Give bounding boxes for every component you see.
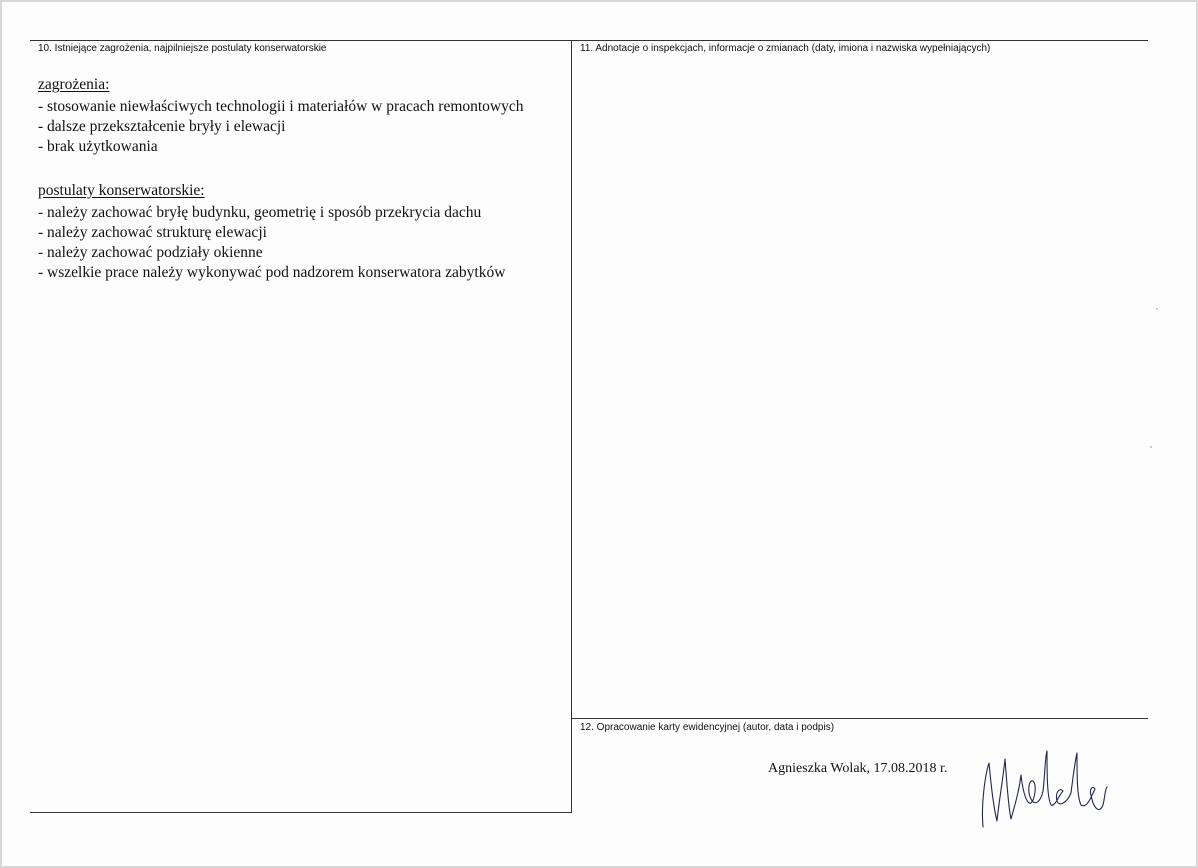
postulate-item: - należy zachować podziały okienne bbox=[38, 244, 263, 261]
threat-item: - dalsze przekształcenie bryły i elewacji bbox=[38, 118, 286, 135]
threat-item: - brak użytkowania bbox=[38, 138, 158, 155]
top-border-line bbox=[30, 40, 1148, 41]
scan-speck bbox=[1156, 308, 1158, 310]
scan-speck bbox=[1150, 446, 1152, 448]
postulates-label: postulaty konserwatorskie: bbox=[38, 182, 205, 199]
section12-heading: 12. Opracowanie karty ewidencyjnej (autor, data i podpis) bbox=[580, 722, 835, 733]
postulate-item: - należy zachować bryłę budynku, geometrię i sposób przekrycia dachu bbox=[38, 204, 482, 221]
postulate-item: - należy zachować strukturę elewacji bbox=[38, 224, 267, 241]
left-bottom-line bbox=[30, 812, 572, 813]
postulate-item: - wszelkie prace należy wykonywać pod nadzorem konserwatora zabytków bbox=[38, 264, 506, 281]
threat-item: - stosowanie niewłaściwych technologii i materiałów w pracach remontowych bbox=[38, 98, 524, 115]
threats-label: zagrożenia: bbox=[38, 76, 110, 93]
author-date: Agnieszka Wolak, 17.08.2018 r. bbox=[768, 761, 948, 776]
section10-heading: 10. Istniejące zagrożenia, najpilniejsze postulaty konserwatorskie bbox=[38, 43, 327, 54]
column-divider bbox=[571, 40, 572, 812]
handwritten-signature bbox=[975, 735, 1115, 835]
section10-content bbox=[38, 75, 563, 283]
section11-heading: 11. Adnotacje o inspekcjach, informacje o zmianach (daty, imiona i nazwiska wypełniających) bbox=[580, 43, 991, 54]
section12-top-line bbox=[571, 718, 1148, 719]
